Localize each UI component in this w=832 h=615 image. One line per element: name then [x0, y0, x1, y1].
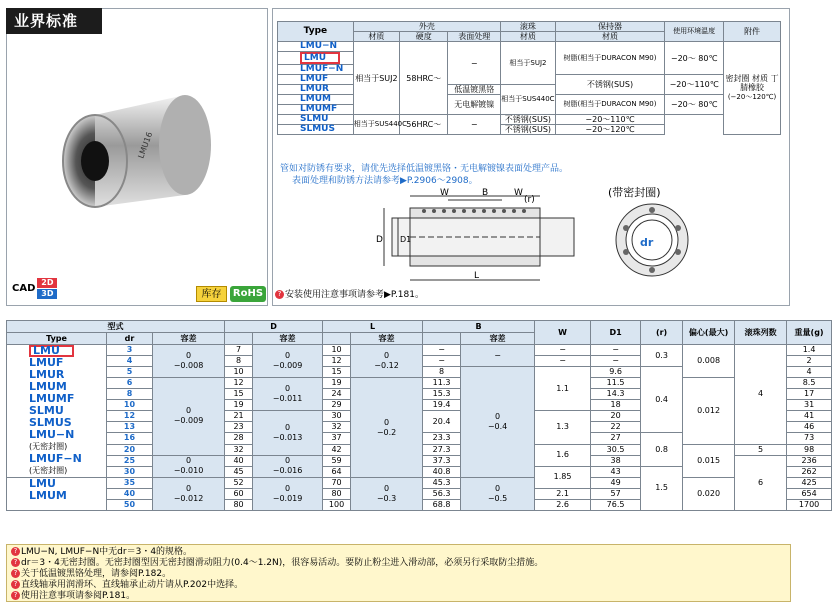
- d1-value: 30.5: [591, 444, 641, 455]
- tol-upper: 0: [495, 484, 501, 493]
- footnote: [11, 547, 786, 558]
- th-l: L: [323, 321, 423, 333]
- d1-value: 18: [591, 400, 641, 411]
- l-value: 24: [323, 389, 351, 400]
- stock-badge: 库存: [196, 286, 227, 302]
- b-value: 15.3: [423, 389, 461, 400]
- mounting-caution[interactable]: [275, 287, 424, 300]
- surface-black-chrome: 低温镀黑铬: [448, 85, 501, 95]
- type-note: (无密封圈): [29, 466, 68, 475]
- dr-value: 12: [107, 411, 153, 422]
- footnote-text: 关于低温镀黑铬处理，请参阅P.182。: [21, 569, 172, 579]
- b-value: 27.3: [423, 444, 461, 455]
- r-value: 0.3: [641, 345, 683, 367]
- weight-value: 236: [787, 455, 832, 466]
- d-value: 15: [225, 389, 253, 400]
- weight-value: 31: [787, 400, 832, 411]
- ecc-value: 0.015: [683, 444, 735, 477]
- weight-value: 2: [787, 356, 832, 367]
- d-value: 60: [225, 489, 253, 500]
- outer-material: 相当于SUS440C: [353, 115, 399, 135]
- l-value: 100: [323, 500, 351, 511]
- seal-label: (带密封圈): [608, 186, 661, 199]
- tol-lower: −0.12: [374, 361, 399, 371]
- w-value: −: [535, 345, 591, 356]
- dr-tolerance: [153, 455, 225, 477]
- retainer-resin: 树脂(相当于DURACON M90): [555, 95, 664, 115]
- warning-icon: ?: [11, 580, 20, 589]
- retainer-steel: 不锈钢(SUS): [501, 115, 556, 125]
- type-link[interactable]: SLMUS: [278, 125, 354, 135]
- weight-value: 17: [787, 389, 832, 400]
- tol-lower: −0.008: [173, 361, 204, 371]
- temp-range: −20〜 80℃: [665, 42, 724, 75]
- dr-value: 6: [107, 378, 153, 389]
- b-tolerance: [461, 367, 535, 478]
- b-value: 68.8: [423, 500, 461, 511]
- dr-value: 25: [107, 455, 153, 466]
- type-link[interactable]: LMUF−N: [29, 452, 82, 465]
- weight-value: 262: [787, 466, 832, 477]
- b-value: 23.3: [423, 433, 461, 444]
- cad-label: CAD: [12, 283, 36, 294]
- balls-value: 4: [735, 345, 787, 445]
- tol-lower: −0.013: [272, 432, 303, 442]
- tol-upper: 0: [185, 351, 192, 361]
- header-retainer: 保持器: [555, 22, 664, 32]
- dr-value: 13: [107, 422, 153, 433]
- d1-value: 27: [591, 433, 641, 444]
- d1-value: 57: [591, 489, 641, 500]
- d1-value: 9.6: [591, 367, 641, 378]
- ball-material: 相当于SUJ2: [501, 42, 556, 85]
- footnote-text: LMU−N, LMUF−N中无dr＝3・4的规格。: [21, 547, 193, 557]
- type-list: [7, 478, 107, 511]
- tol-lower: −0.009: [272, 361, 303, 371]
- type-link[interactable]: LMUF−N: [278, 65, 354, 75]
- b-tolerance: −: [461, 345, 535, 367]
- d1-value: 43: [591, 466, 641, 477]
- header-surface: 表面处理: [448, 32, 501, 42]
- cad-3d-badge[interactable]: 3D: [37, 289, 57, 299]
- dim-w: W: [440, 188, 449, 198]
- d-value: 52: [225, 478, 253, 489]
- d-tolerance: [253, 378, 323, 411]
- weight-value: 4: [787, 367, 832, 378]
- surface-note: [280, 163, 568, 187]
- tol-upper: 0: [284, 384, 291, 394]
- tol-upper: 0: [185, 456, 192, 466]
- tol-upper: 0: [495, 412, 501, 421]
- warning-icon: ?: [11, 558, 20, 567]
- header-outer: 外壳: [353, 22, 500, 32]
- tol-upper: 0: [284, 422, 291, 432]
- weight-value: 98: [787, 444, 832, 455]
- l-value: 12: [323, 356, 351, 367]
- dim-d: D: [376, 235, 383, 245]
- outer-material: 相当于SUJ2: [353, 42, 399, 115]
- surface-nickel: 无电解镀镍: [448, 95, 501, 115]
- type-link[interactable]: LMUMF: [29, 392, 75, 405]
- tol-upper: 0: [384, 417, 390, 427]
- footnote[interactable]: [11, 591, 786, 602]
- type-link[interactable]: SLMU: [278, 115, 354, 125]
- th-balls: 滚珠列数: [735, 321, 787, 345]
- tol-lower: −0.3: [376, 494, 397, 503]
- dr-value: 16: [107, 433, 153, 444]
- dr-value: 40: [107, 489, 153, 500]
- balls-value: 6: [735, 455, 787, 510]
- d-value: 7: [225, 345, 253, 356]
- warning-icon: ?: [11, 547, 20, 556]
- table-row: [7, 478, 832, 489]
- b-value: 19.4: [423, 400, 461, 411]
- weight-value: 425: [787, 478, 832, 489]
- d1-value: −: [591, 356, 641, 367]
- b-value: 40.8: [423, 466, 461, 477]
- d1-value: 38: [591, 455, 641, 466]
- type-note: (无密封圈): [29, 442, 68, 451]
- type-link[interactable]: LMUR: [29, 368, 65, 381]
- th-weight: 重量(g): [787, 321, 832, 345]
- type-link[interactable]: LMUR: [278, 85, 354, 95]
- d1-value: 14.3: [591, 389, 641, 400]
- retainer-resin: 树脂(相当于DURACON M90): [555, 42, 664, 75]
- b-value: 56.3: [423, 489, 461, 500]
- type-highlight[interactable]: LMU: [300, 52, 340, 64]
- w-value: 1.1: [535, 367, 591, 411]
- seal-end-view: [612, 200, 692, 280]
- d-tolerance: [253, 478, 323, 511]
- note-line: 表面处理和防锈方法请参考▶P.2906〜2908。: [292, 176, 478, 186]
- tol-lower: −0.010: [173, 466, 204, 476]
- dr-value: 4: [107, 356, 153, 367]
- temp-range: −20〜110℃: [555, 115, 664, 125]
- th-model: 型式: [7, 321, 225, 333]
- balls-value: 5: [735, 444, 787, 455]
- l-tolerance: [351, 478, 423, 511]
- table-row: [7, 345, 832, 356]
- d-value: 21: [225, 411, 253, 422]
- dr-value: 8: [107, 389, 153, 400]
- type-link[interactable]: LMUM: [278, 95, 354, 105]
- l-value: 29: [323, 400, 351, 411]
- type-link[interactable]: LMUF: [29, 356, 64, 369]
- type-list: [7, 345, 107, 478]
- svg-text:LMU16: LMU16: [136, 130, 155, 160]
- d-value: 19: [225, 400, 253, 411]
- l-value: 64: [323, 466, 351, 477]
- linear-bushing-photo: [7, 9, 269, 307]
- d-tolerance: [253, 345, 323, 378]
- th-w: W: [535, 321, 591, 345]
- ecc-value: 0.020: [683, 478, 735, 511]
- dim-d1: D1: [400, 235, 412, 244]
- r-value: 0.4: [641, 367, 683, 433]
- w-value: 1.85: [535, 466, 591, 488]
- caution-text: 安装使用注意事项请参考▶P.181。: [285, 290, 424, 300]
- tol-lower: −0.4: [487, 422, 508, 431]
- tol-upper: 0: [185, 406, 192, 416]
- w-value: 1.3: [535, 411, 591, 444]
- l-value: 59: [323, 455, 351, 466]
- dimension-table: [6, 320, 832, 511]
- th-type: Type: [7, 333, 107, 345]
- d-value: 23: [225, 422, 253, 433]
- note-line: 管如对防锈有要求，请优先选择低温镀黑铬・无电解镀镍表面处理产品。: [280, 164, 569, 174]
- table-row: [7, 378, 832, 389]
- dim-b: B: [482, 188, 489, 198]
- l-value: 32: [323, 422, 351, 433]
- footnote[interactable]: [11, 569, 786, 580]
- header-type: Type: [278, 22, 354, 42]
- tol-lower: −0.012: [173, 494, 204, 503]
- l-value: 37: [323, 433, 351, 444]
- dim-r: (r): [524, 195, 535, 205]
- b-value: 45.3: [423, 478, 461, 489]
- dr-value: 10: [107, 400, 153, 411]
- tol-lower: −0.2: [376, 427, 397, 437]
- product-photo-panel: [6, 8, 268, 306]
- d-value: 45: [225, 466, 253, 477]
- temp-range: −20〜 80℃: [665, 95, 724, 115]
- th-tol: 容差: [153, 333, 225, 345]
- footnote-text: 使用注意事项请参阅P.181。: [21, 591, 136, 601]
- category-title: 业界标准: [6, 8, 102, 34]
- tol-lower: −0.011: [272, 394, 303, 404]
- dim-l: L: [474, 271, 480, 281]
- tol-upper: 0: [384, 484, 390, 493]
- type-link[interactable]: LMUM: [29, 380, 67, 393]
- d-tolerance: [253, 455, 323, 477]
- dr-tolerance: [153, 478, 225, 511]
- d-value: 32: [225, 444, 253, 455]
- b-value: −: [423, 345, 461, 356]
- tol-lower: −0.5: [487, 494, 508, 503]
- header-retainer-material: 材质: [555, 32, 664, 42]
- dr-value: 5: [107, 367, 153, 378]
- b-value: 8: [423, 367, 461, 378]
- d1-value: 22: [591, 422, 641, 433]
- tol-upper: 0: [284, 456, 291, 466]
- outer-hardness: 56HRC〜: [400, 115, 448, 135]
- weight-value: 46: [787, 422, 832, 433]
- d1-value: 76.5: [591, 500, 641, 511]
- b-value: −: [423, 356, 461, 367]
- dim-w2: W: [514, 188, 523, 198]
- header-material: 材质: [353, 32, 399, 42]
- accessory-cell: [724, 42, 781, 135]
- d-value: 80: [225, 500, 253, 511]
- th-b: B: [423, 321, 535, 333]
- type-link[interactable]: SLMU: [29, 404, 64, 417]
- weight-value: 654: [787, 489, 832, 500]
- type-highlight[interactable]: LMU: [29, 345, 74, 357]
- th-d1: D1: [591, 321, 641, 345]
- accessory-text: 密封圈 材质 丁腈橡胶: [725, 74, 779, 92]
- footnote[interactable]: [11, 580, 786, 591]
- dr-value: 3: [107, 345, 153, 356]
- header-accessory: 附件: [724, 22, 781, 42]
- footnote: [11, 558, 786, 569]
- tol-upper: 0: [284, 351, 291, 361]
- rohs-badge: RoHS: [230, 286, 266, 302]
- cad-download[interactable]: [12, 278, 57, 299]
- dr-value: 50: [107, 500, 153, 511]
- cad-2d-badge[interactable]: 2D: [37, 278, 57, 288]
- d-value: 10: [225, 367, 253, 378]
- type-link[interactable]: [278, 52, 354, 65]
- d1-value: 20: [591, 411, 641, 422]
- tol-upper: 0: [185, 484, 192, 493]
- w-value: 2.6: [535, 500, 591, 511]
- r-value: 1.5: [641, 466, 683, 510]
- type-link[interactable]: LMUMF: [278, 105, 354, 115]
- ball-material: 相当于SUS440C: [501, 85, 556, 115]
- warning-icon: ?: [11, 591, 20, 600]
- th-tol: 容差: [253, 333, 323, 345]
- outer-surface: −: [448, 115, 501, 135]
- th-ecc: 偏心(最大): [683, 321, 735, 345]
- type-link[interactable]: LMU−N: [29, 428, 75, 441]
- ecc-value: 0.012: [683, 378, 735, 444]
- type-link[interactable]: LMU−N: [278, 42, 354, 52]
- header-temp: 使用环境温度: [665, 22, 724, 42]
- l-value: 42: [323, 444, 351, 455]
- w-value: 1.6: [535, 444, 591, 466]
- footnote-text: 直线轴承用润滑环、直线轴承止动片请从P.202中选择。: [21, 580, 244, 590]
- b-value: 20.4: [423, 411, 461, 433]
- l-tolerance: [351, 345, 423, 378]
- ecc-value: 0.008: [683, 345, 735, 378]
- outer-hardness: 58HRC〜: [400, 42, 448, 115]
- material-spec-table: [277, 21, 781, 135]
- th-dr: dr: [107, 333, 153, 345]
- tol-upper: 0: [284, 484, 291, 493]
- warning-icon: ?: [275, 290, 284, 299]
- header-ball: 滚珠: [501, 22, 556, 32]
- temp-range: −20〜110℃: [665, 75, 724, 95]
- outer-surface: −: [448, 42, 501, 85]
- l-tolerance: [351, 378, 423, 478]
- d-value: 8: [225, 356, 253, 367]
- dr-value: 35: [107, 478, 153, 489]
- l-value: 15: [323, 367, 351, 378]
- d-tolerance: [253, 411, 323, 455]
- dr-value: 30: [107, 466, 153, 477]
- weight-value: 41: [787, 411, 832, 422]
- d-value: 40: [225, 455, 253, 466]
- dr-tolerance: [153, 345, 225, 378]
- dimension-drawing: [374, 186, 604, 286]
- b-tolerance: [461, 478, 535, 511]
- d-value: 12: [225, 378, 253, 389]
- weight-value: 1700: [787, 500, 832, 511]
- weight-value: 1.4: [787, 345, 832, 356]
- weight-value: 8.5: [787, 378, 832, 389]
- th-tol: 容差: [461, 333, 535, 345]
- retainer-steel: 不锈钢(SUS): [555, 75, 664, 95]
- weight-value: 73: [787, 433, 832, 444]
- w-value: −: [535, 356, 591, 367]
- b-value: 11.3: [423, 378, 461, 389]
- d-value: 28: [225, 433, 253, 444]
- dim-dr: dr: [640, 236, 654, 249]
- r-value: 0.8: [641, 433, 683, 466]
- type-link[interactable]: LMUM: [29, 489, 67, 502]
- l-value: 19: [323, 378, 351, 389]
- th-r: (r): [641, 321, 683, 345]
- temp-range: −20〜120℃: [555, 125, 664, 135]
- dr-value: 20: [107, 444, 153, 455]
- d1-value: 49: [591, 478, 641, 489]
- tol-lower: −0.019: [272, 494, 303, 503]
- w-value: 2.1: [535, 489, 591, 500]
- tol-upper: 0: [384, 351, 390, 361]
- th-d: D: [225, 321, 323, 333]
- l-value: 30: [323, 411, 351, 422]
- tol-lower: −0.009: [173, 416, 204, 426]
- type-link[interactable]: LMU: [29, 477, 56, 490]
- footnote-text: dr＝3・4无密封圈。无密封圈型因无密封圈滑动阻力(0.4〜1.2N)，很容易活动。要防止粉尘进入滑动部，必须另行采取防尘措施。: [21, 558, 544, 568]
- l-value: 10: [323, 345, 351, 356]
- type-link[interactable]: LMUF: [278, 75, 354, 85]
- accessory-temp: (−20〜120℃): [727, 93, 777, 101]
- d1-value: −: [591, 345, 641, 356]
- b-value: 37.3: [423, 455, 461, 466]
- type-link[interactable]: SLMUS: [29, 416, 72, 429]
- footnotes: [6, 544, 791, 602]
- l-value: 80: [323, 489, 351, 500]
- th-tol: 容差: [351, 333, 423, 345]
- header-ball-material: 材质: [501, 32, 556, 42]
- l-value: 70: [323, 478, 351, 489]
- header-hardness: 硬度: [400, 32, 448, 42]
- warning-icon: ?: [11, 569, 20, 578]
- retainer-steel: 不锈钢(SUS): [501, 125, 556, 135]
- dr-tolerance: [153, 378, 225, 456]
- d1-value: 11.5: [591, 378, 641, 389]
- tol-lower: −0.016: [272, 466, 303, 476]
